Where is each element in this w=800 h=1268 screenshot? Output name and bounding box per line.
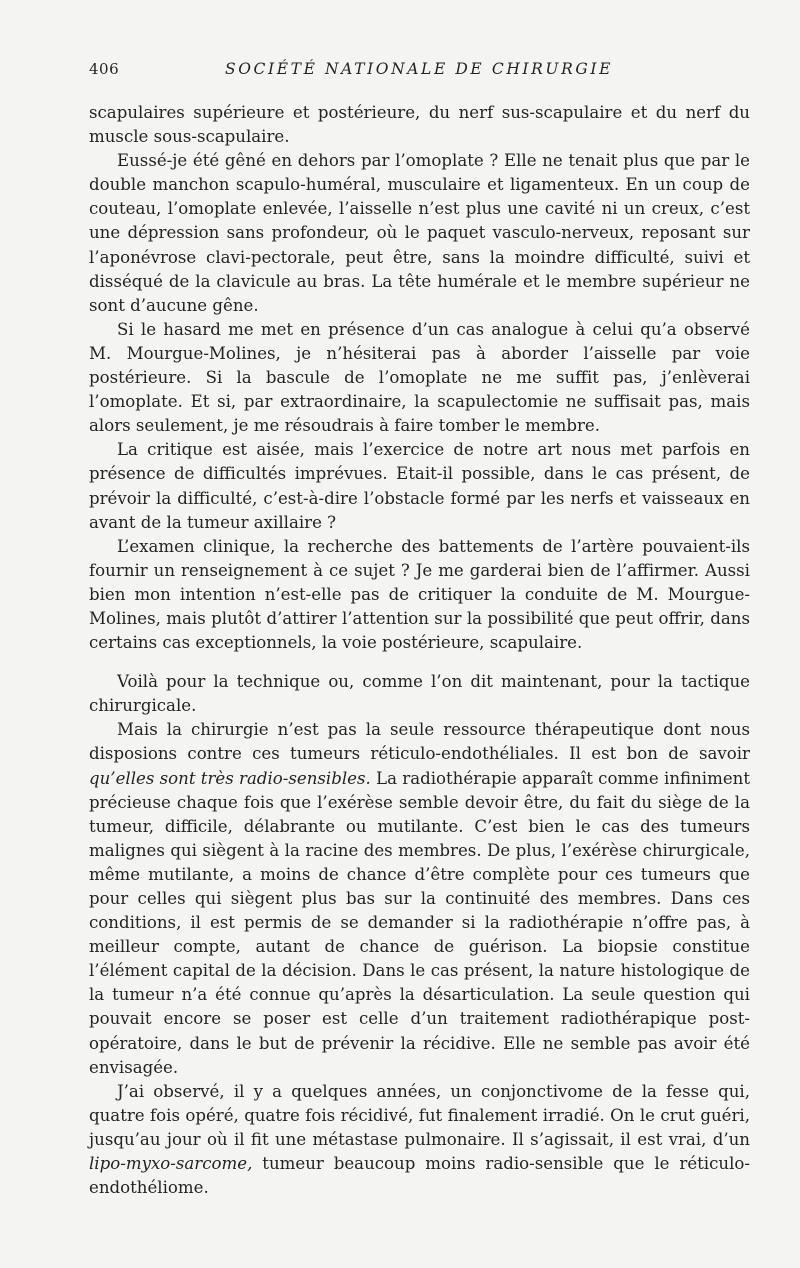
paragraph-4: La critique est aisée, mais l’exercice de notre art nous met parfois en présence de difficultés imprévues. Etait-il possible, dans le cas présent, de prévoir la difficulté, c’est-à-dire l’obstacle formé par les nerfs et vaisseaux en avant de la tumeur axillaire ? [89,440,750,532]
paragraph-7-end: La radiothérapie apparaît comme infiniment précieuse chaque fois que l’exérèse semble devoir être, du fait du siège de la tumeur, difficile, délabrante ou mutilante. C’est bien le cas des tumeurs malignes qui siègent à la racine des membres. De plus, l’exérèse chirurgicale, même mutilante, a moins de chance d’être complète pour ces tumeurs que pour celles qui siègent plus bas sur la continuité des membres. Dans ces conditions, il est permis de se demander si la radiothérapie n’offre pas, à meilleur compte, autant de chance de guérison. La biopsie constitue l’élément capital de la décision. Dans le cas présent, la nature histologique de la tumeur n’a été connue qu’après la désarticulation. La seule question qui pouvait encore se poser est celle d’un traitement radiothérapique post-opératoire, dans le but de prévenir la récidive. Elle ne semble pas avoir été envisagée. [89,768,750,1077]
paragraph-6: Voilà pour la technique ou, comme l’on dit maintenant, pour la tactique chirurgicale. [89,672,750,716]
running-head [89,60,749,84]
paragraph-1: scapulaires supérieure et postérieure, du nerf sus-scapulaire et du nerf du muscle sous-scapulaire. [89,103,750,147]
paragraph-8-italic: lipo-myxo-sarcome, [89,1154,253,1174]
paragraph-7 [89,718,750,1079]
paragraph-5: L’examen clinique, la recherche des battements de l’artère pouvaient-ils fournir un renseignement à ce sujet ? Je me garderai bien de l’affirmer. Aussi bien mon intention n’est-elle pas de critiquer la conduite de M. Mourgue-Molines, mais plutôt d’attirer l’attention sur la possibilité que peut offrir, dans certains cas exceptionnels, la voie postérieure, scapulaire. [89,536,750,653]
paragraph-7-start: Mais la chirurgie n’est pas la seule ressource thérapeutique dont nous disposions contre ces tumeurs réticulo-endothéliales. Il est bon de savoir [89,720,750,764]
paragraph-8 [89,1080,750,1200]
body-text [89,101,750,1200]
paragraph-7-italic: qu’elles sont très radio-sensibles. [89,768,371,788]
paragraph-2: Eussé-je été gêné en dehors par l’omoplate ? Elle ne tenait plus que par le double manchon scapulo-huméral, musculaire et ligamenteux. En un coup de couteau, l’omoplate enlevée, l’aisselle n’est plus une cavité ni un creux, c’est une dépression sans profondeur, où le paquet vasculo-nerveux, reposant sur l’aponévrose clavi-pectorale, peut être, sans la moindre difficulté, suivi et disséqué de la clavicule au bras. La tête humérale et le membre supérieur ne sont d’aucune gêne. [89,151,750,315]
paragraph-8-start: J’ai observé, il y a quelques années, un conjonctivome de la fesse qui, quatre fois opéré, quatre fois récidivé, fut finalement irradié. On le crut guéri, jusqu’au jour où il fit une métastase pulmonaire. Il s’agissait, il est vrai, d’un [89,1081,750,1149]
page-number: 406 [89,60,120,78]
paragraph-8-end: tumeur beaucoup moins radio-sensible que le réticulo-endothéliome. [89,1154,750,1198]
paragraph-3: Si le hasard me met en présence d’un cas analogue à celui qu’a observé M. Mourgue-Molines, je n’hésiterai pas à aborder l’aisselle par voie postérieure. Si la bascule de l’omoplate ne me suffit pas, j’enlèverai l’omoplate. Et si, par extraordinaire, la scapulectomie ne suffisait pas, mais alors seulement, je me résoudrais à faire tomber le membre. [89,319,750,436]
journal-title: SOCIÉTÉ NATIONALE DE CHIRURGIE [225,60,613,78]
